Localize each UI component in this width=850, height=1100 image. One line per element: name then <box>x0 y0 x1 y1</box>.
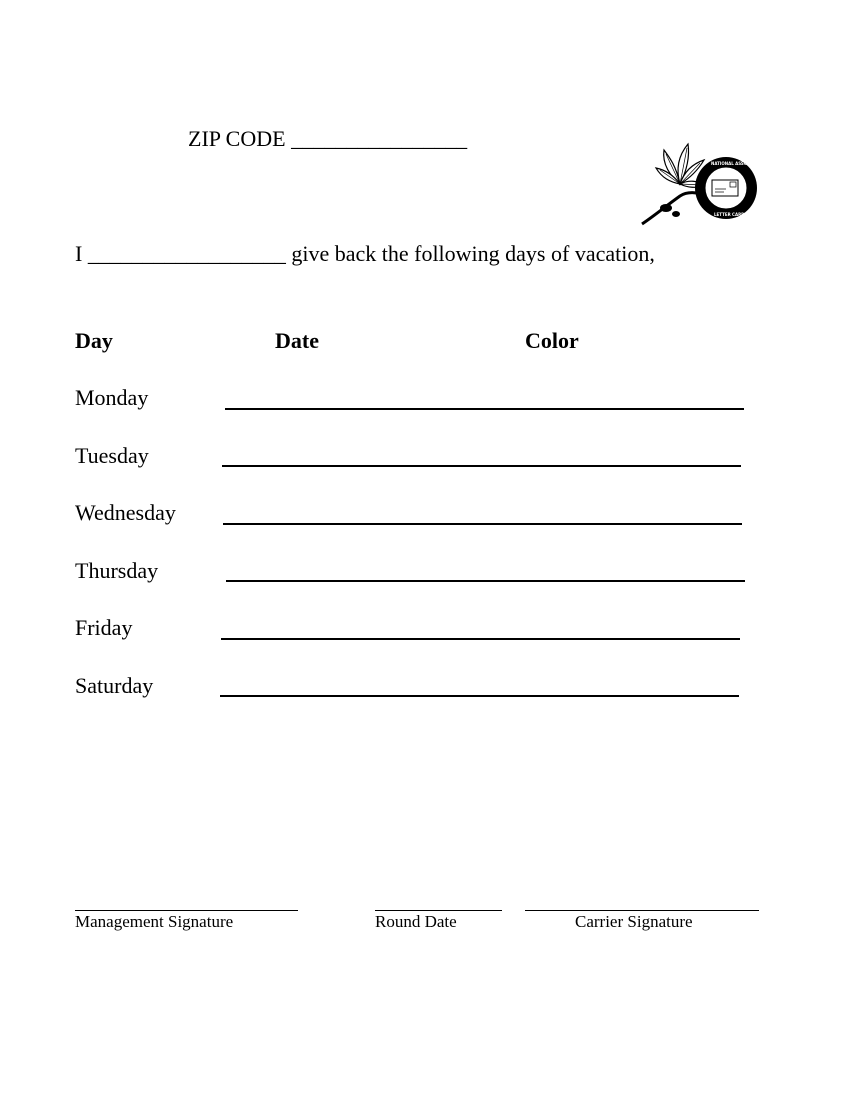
day-entry-line-tuesday[interactable] <box>222 465 741 467</box>
round-date-label: Round Date <box>375 912 457 931</box>
zip-code-label: ZIP CODE <box>188 126 286 151</box>
day-entry-line-wednesday[interactable] <box>223 523 742 525</box>
intro-prefix: I <box>75 241 83 266</box>
day-entry-line-friday[interactable] <box>221 638 740 640</box>
carrier-signature-label: Carrier Signature <box>575 912 693 931</box>
zip-code-field[interactable]: ________________ <box>291 126 468 151</box>
zip-code-line <box>188 126 467 152</box>
column-header-day: Day <box>75 328 113 353</box>
column-header-color: Color <box>525 328 579 353</box>
day-label-monday: Monday <box>75 385 149 410</box>
svg-text:NATIONAL ASSOC: NATIONAL ASSOC <box>711 161 751 166</box>
day-label-tuesday: Tuesday <box>75 443 149 468</box>
intro-suffix: give back the following days of vacation, <box>291 241 655 266</box>
day-entry-line-thursday[interactable] <box>226 580 745 582</box>
intro-sentence <box>75 241 655 267</box>
day-label-thursday: Thursday <box>75 558 159 583</box>
column-header-date: Date <box>275 328 319 353</box>
day-label-friday: Friday <box>75 615 133 640</box>
management-signature-line[interactable] <box>75 910 298 911</box>
day-label-saturday: Saturday <box>75 673 154 698</box>
carrier-signature-line[interactable] <box>525 910 759 911</box>
round-date-line[interactable] <box>375 910 502 911</box>
svg-text:LETTER CARRIERS: LETTER CARRIERS <box>714 212 755 217</box>
management-signature-label: Management Signature <box>75 912 234 931</box>
day-label-wednesday: Wednesday <box>75 500 176 525</box>
day-entry-line-saturday[interactable] <box>220 695 739 697</box>
nalc-seal-icon <box>640 136 760 228</box>
day-entry-line-monday[interactable] <box>225 408 744 410</box>
name-field[interactable]: __________________ <box>87 241 286 266</box>
